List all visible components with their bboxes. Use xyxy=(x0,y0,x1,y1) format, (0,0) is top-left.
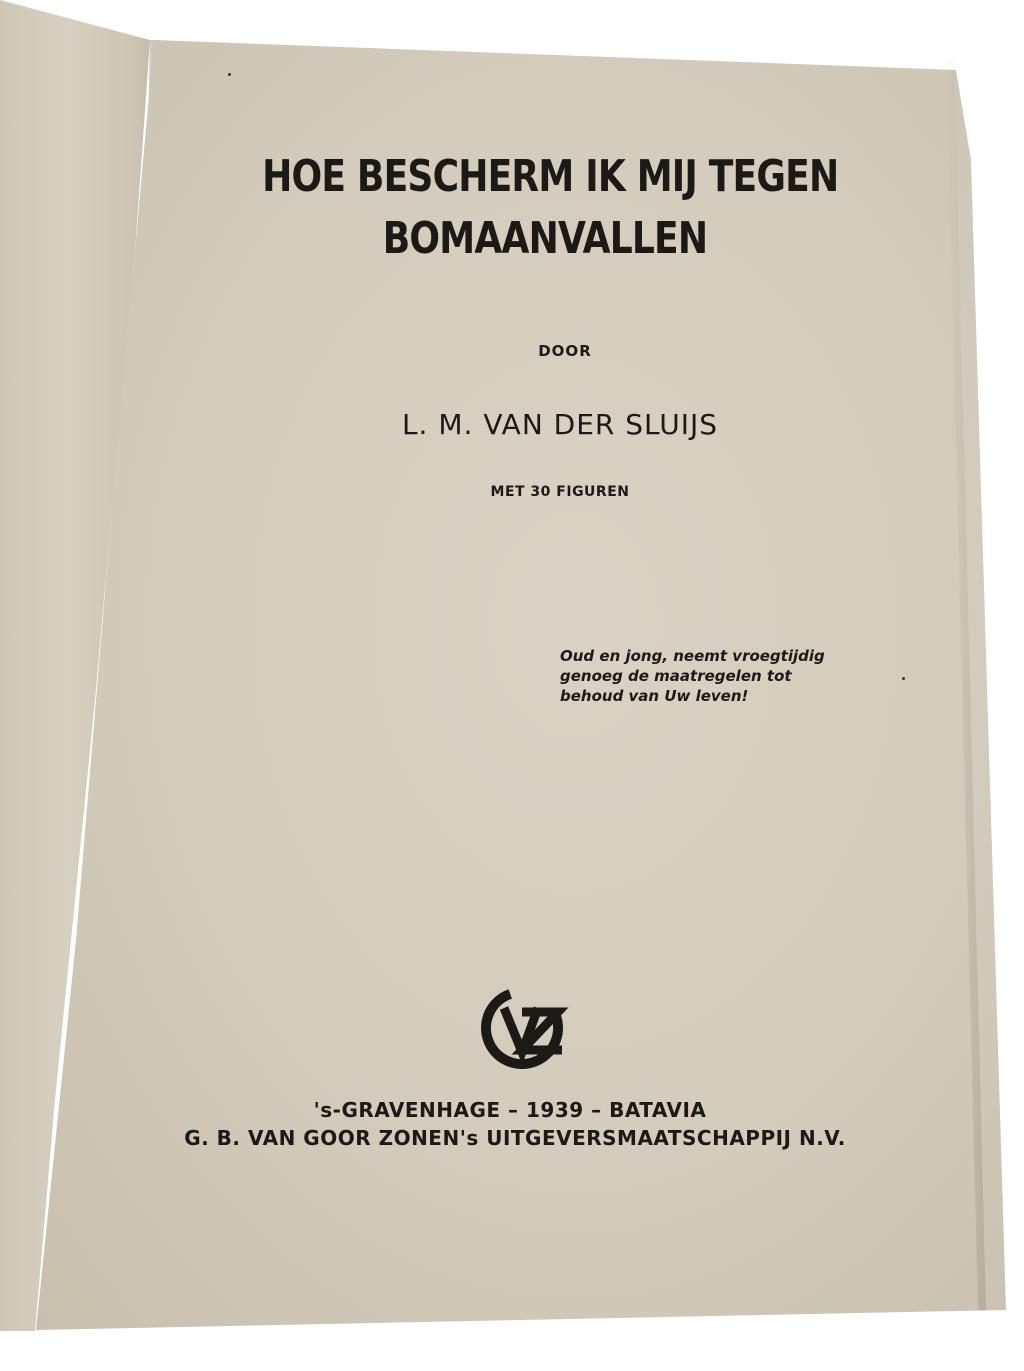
motto-line-3: behoud van Uw leven! xyxy=(560,687,749,705)
author-name: L. M. VAN DER SLUIJS xyxy=(401,408,719,441)
paper-speck xyxy=(228,73,231,76)
motto-line-2: genoeg de maatregelen tot xyxy=(560,667,792,685)
motto xyxy=(560,646,860,706)
motto-line-1: Oud en jong, neemt vroegtijdig xyxy=(560,647,825,665)
by-label: DOOR xyxy=(538,342,592,360)
publisher-line: G. B. VAN GOOR ZONEN's UITGEVERSMAATSCHAPPIJ N.V. xyxy=(184,1126,846,1150)
book-title-line-2: BOMAANVALLEN xyxy=(382,213,708,264)
figures-note: MET 30 FIGUREN xyxy=(490,484,630,500)
book-title xyxy=(262,146,839,270)
publisher-monogram-icon xyxy=(472,978,572,1078)
book-title-line-1: HOE BESCHERM IK MIJ TEGEN xyxy=(262,151,839,202)
paper-speck xyxy=(902,677,905,680)
imprint-line: 's-GRAVENHAGE – 1939 – BATAVIA xyxy=(313,1098,707,1122)
